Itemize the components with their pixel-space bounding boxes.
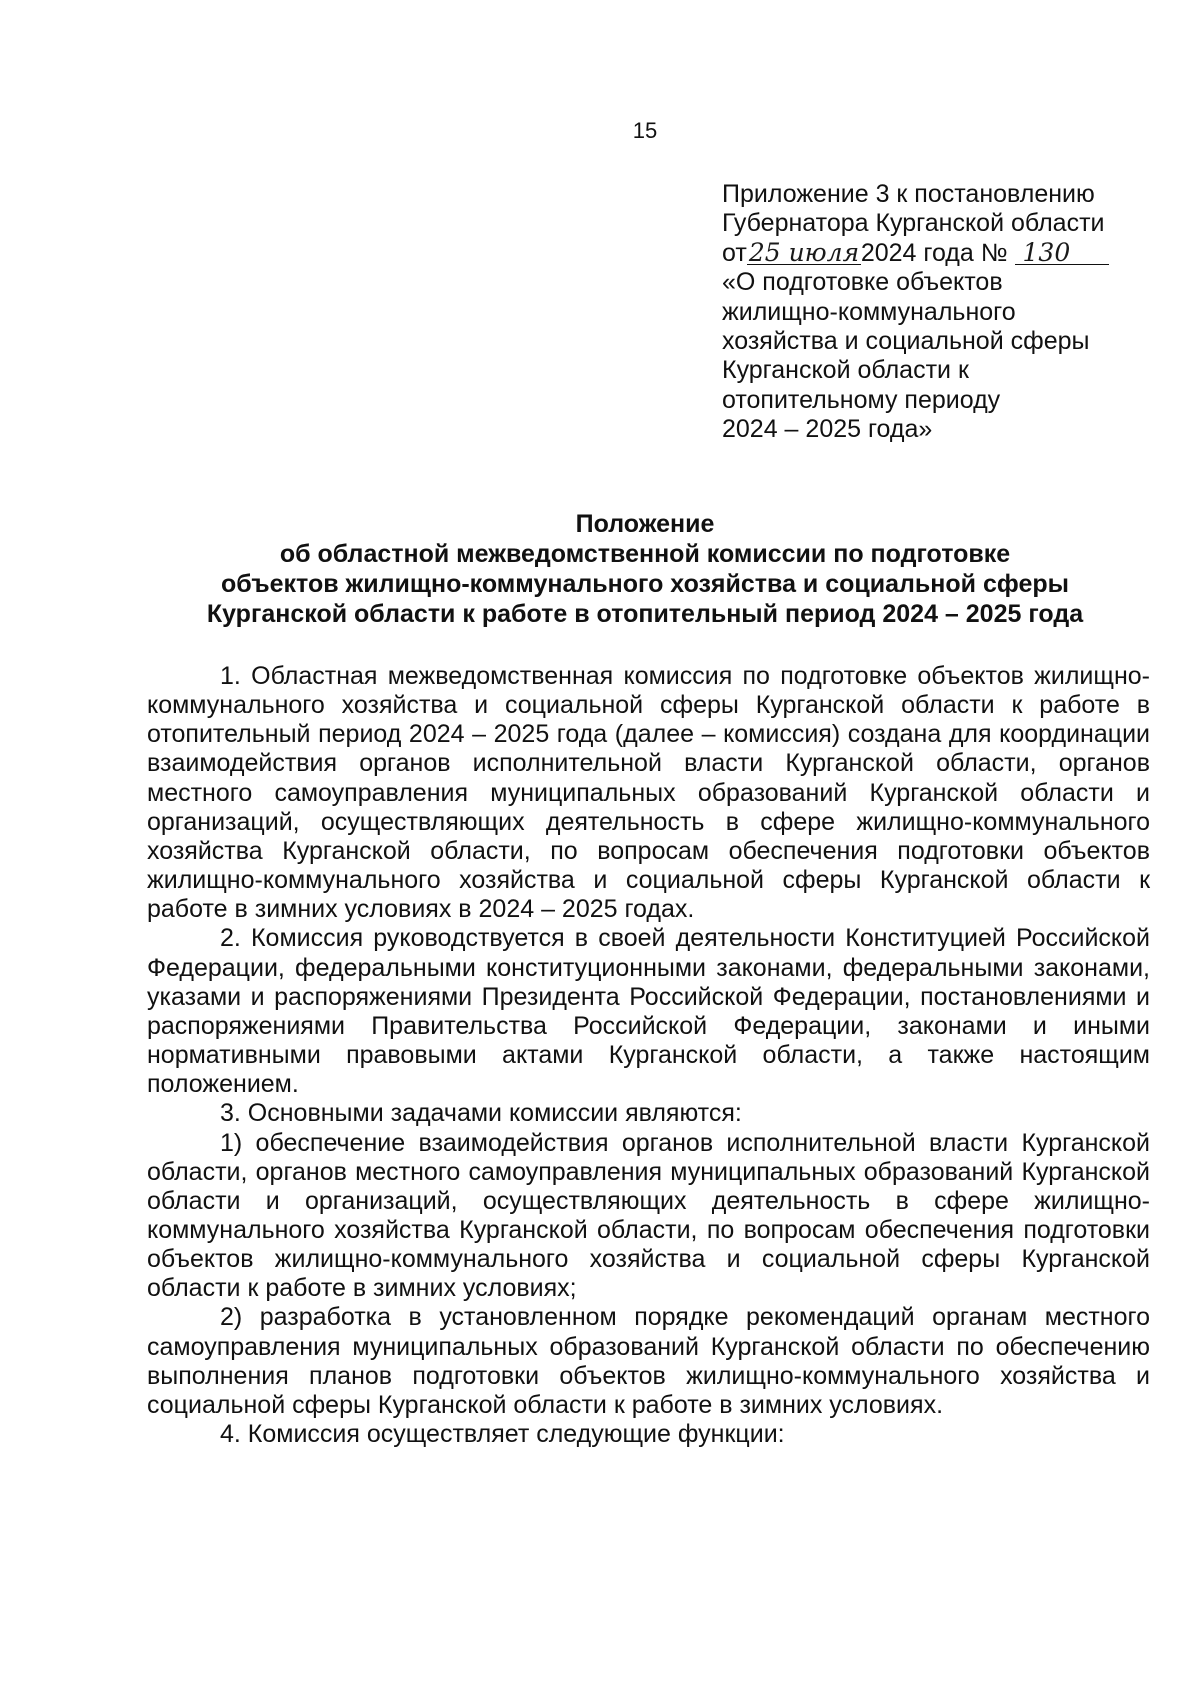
paragraph-2: 2. Комиссия руководствуется в своей деятельности Конституцией Российской Федерации, федеральными конституционными законами, федеральными законами, указами и распоряжениями Президента Российской Федерации, постановлениями и распоряжениями Правительства Российской Федерации, законами и иными нормативными правовыми актами Курганской области, а также настоящим положением. [147,924,1150,1099]
paragraph-1: 1. Областная межведомственная комиссия по подготовке объектов жилищно-коммунального хозяйства и социальной сферы Курганской области к работе в отопительный период 2024 – 2025 года (далее – комиссия) создана для координации взаимодействия органов исполнительной власти Курганской области, органов местного самоуправления муниципальных образований Курганской области и организаций, осуществляющих деятельность в сфере жилищно-коммунального хозяйства Курганской области, по вопросам обеспечения подготовки объектов жилищно-коммунального хозяйства и социальной сферы Курганской области к работе в зимних условиях в 2024 – 2025 годах. [147,662,1150,924]
appendix-line-8: отопительному периоду [722,385,1001,414]
year-text: 2024 года № [860,238,1008,267]
paragraph-4: 4. Комиссия осуществляет следующие функции: [220,1420,785,1449]
appendix-line-9: 2024 – 2025 года» [722,415,933,444]
paragraph-3: 3. Основными задачами комиссии являются: [220,1099,742,1128]
appendix-line-4: «О подготовке объектов [722,268,1003,297]
handwritten-number: 130 [1015,242,1109,265]
appendix-date-line [722,239,1162,268]
prefix-from: от [722,238,747,267]
appendix-line-5: жилищно-коммунального [722,297,1016,326]
title-line-1: Положение [575,510,715,538]
appendix-line-1: Приложение 3 к постановлению [722,180,1095,208]
title-line-4: Курганской области к работе в отопительный период 2024 – 2025 года [206,600,1084,628]
document-body [147,662,1150,1449]
appendix-line-2: Губернатора Курганской области [722,209,1105,238]
paragraph-3-item-1: 1) обеспечение взаимодействия органов исполнительной власти Курганской области, органов местного самоуправления муниципальных образований Курганской области и организаций, осуществляющих деятельность в сфере жилищно-коммунального хозяйства Курганской области, по вопросам обеспечения подготовки объектов жилищно-коммунального хозяйства и социальной сферы Курганской области к работе в зимних условиях; [147,1128,1150,1303]
title-line-3: объектов жилищно-коммунального хозяйства и социальной сферы [221,570,1069,598]
appendix-line-6: хозяйства и социальной сферы [722,327,1090,356]
page-number: 15 [632,118,658,143]
title-line-2: об областной межведомственной комиссии по подготовке [279,540,1011,568]
handwritten-date: 25 июля [748,237,860,267]
paragraph-3-item-2: 2) разработка в установленном порядке рекомендаций органам местного самоуправления муниципальных образований Курганской области по обеспечению выполнения планов подготовки объектов жилищно-коммунального хозяйства и социальной сферы Курганской области к работе в зимних условиях. [147,1303,1150,1419]
appendix-header [722,180,1162,445]
appendix-line-7: Курганской области к [722,356,969,385]
document-title [100,509,1190,629]
